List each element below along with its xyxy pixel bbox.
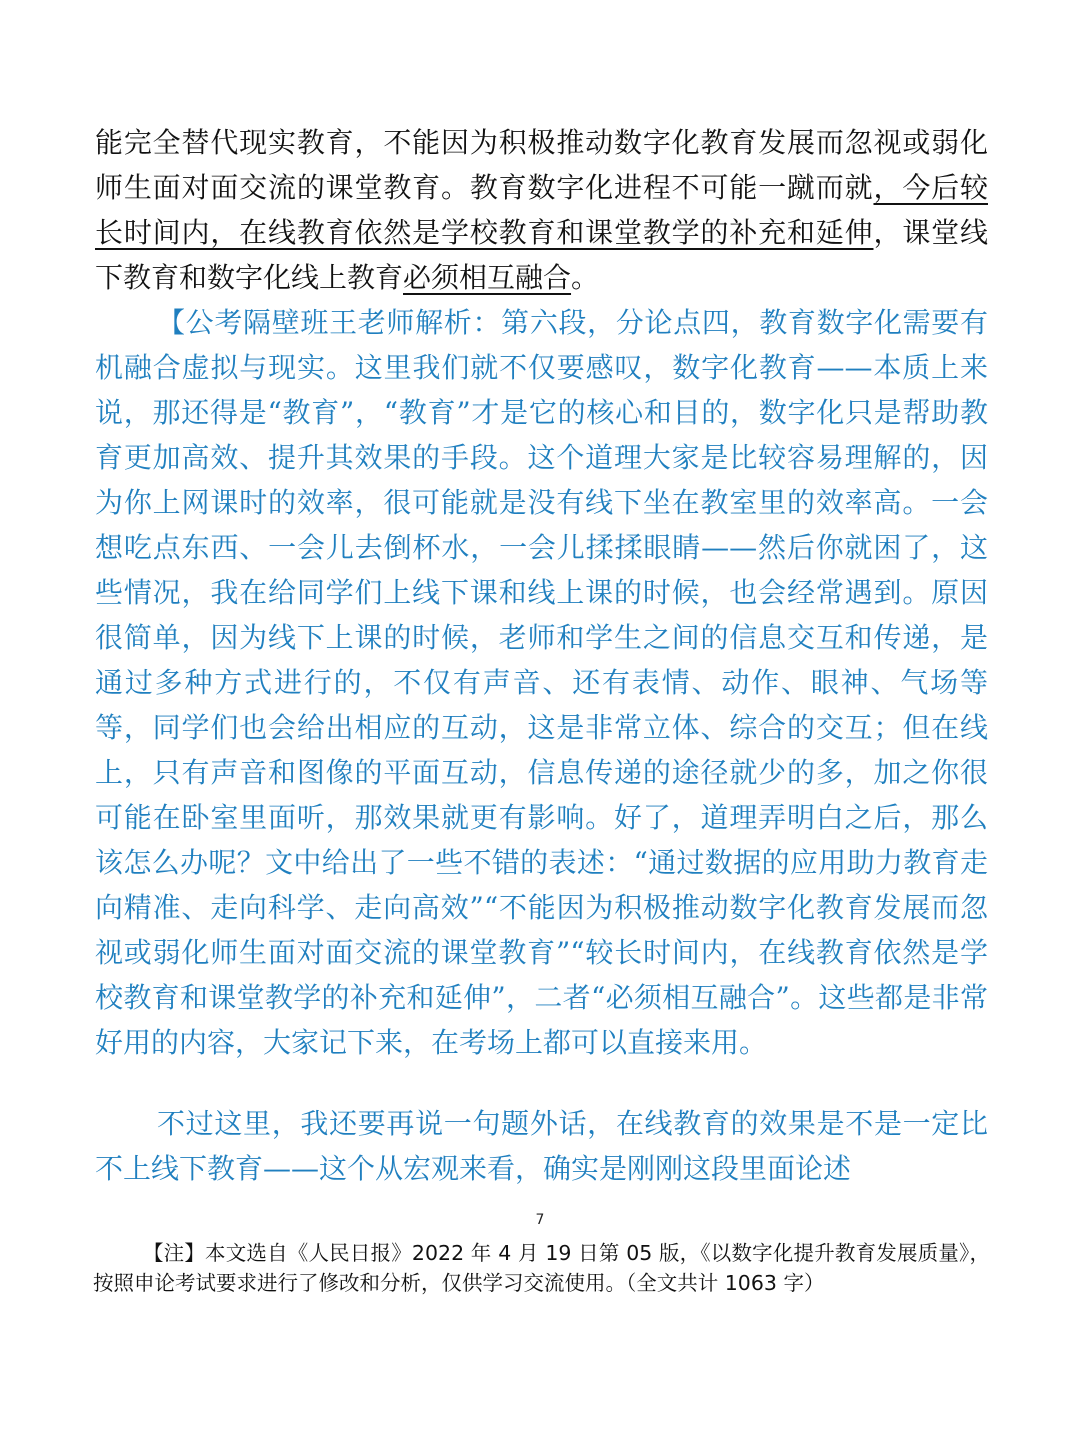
source-note: 【注】本文选自《人民日报》2022 年 4 月 19 日第 05 版，《以数字化提升教育发展质量》，按照申论考试要求进行了修改和分析，仅供学习交流使用。（全文共计 1063 字） — [93, 1241, 990, 1295]
analysis-paragraph-continued: 不过这里，我还要再说一句题外话，在线教育的效果是不是一定比不上线下教育——这个从宏观来看，确实是刚刚这段里面论述 — [95, 1107, 988, 1185]
article-text-plain: 能完全替代现实教育，不能因为积极推动数字化教育发展而忽视或弱化师生面对面交流的课堂教育。教育数字化进程不可能一蹴而就 — [95, 126, 988, 204]
analysis-paragraph: 【公考隔壁班王老师解析：第六段，分论点四，教育数字化需要有机融合虚拟与现实。这里我们就不仅要感叹，数字化教育——本质上来说，那还得是“教育”，“教育”才是它的核心和目的，数字化只是帮助教育更加高效、提升其效果的手段。这个道理大家是比较容易理解的，因为你上网课时的效率，很可能就是没有线下坐在教室里的效率高。一会想吃点东西、一会儿去倒杯水，一会儿揉揉眼睛——然后你就困了，这些情况，我在给同学们上线下课和线上课的时候，也会经常遇到。原因很简单，因为线下上课的时候，老师和学生之间的信息交互和传递，是通过多种方式进行的，不仅有声音、还有表情、动作、眼神、气场等等，同学们也会给出相应的互动，这是非常立体、综合的交互；但在线上，只有声音和图像的平面互动，信息传递的途径就少的多，加之你很可能在卧室里面听，那效果就更有影响。好了，道理弄明白之后，那么该怎么办呢？文中给出了一些不错的表述：“通过数据的应用助力教育走向精准、走向科学、走向高效”“不能因为积极推动数字化教育发展而忽视或弱化师生面对面交流的课堂教育”“较长时间内，在线教育依然是学校教育和课堂教学的补充和延伸”，二者“必须相互融合”。这些都是非常好用的内容，大家记下来，在考场上都可以直接来用。 — [95, 306, 988, 1059]
article-text-underlined: 必须相互融合 — [403, 261, 572, 294]
page-number: 7 — [535, 1212, 545, 1228]
article-text-plain: ，课堂线下教育和数字化线上教育 — [95, 216, 988, 294]
article-text-plain: 。 — [571, 261, 600, 294]
article-text-underlined: ，今后较长时间内，在线教育依然是学校教育和课堂教学的补充和延伸 — [95, 171, 988, 249]
article-paragraph — [95, 120, 988, 300]
